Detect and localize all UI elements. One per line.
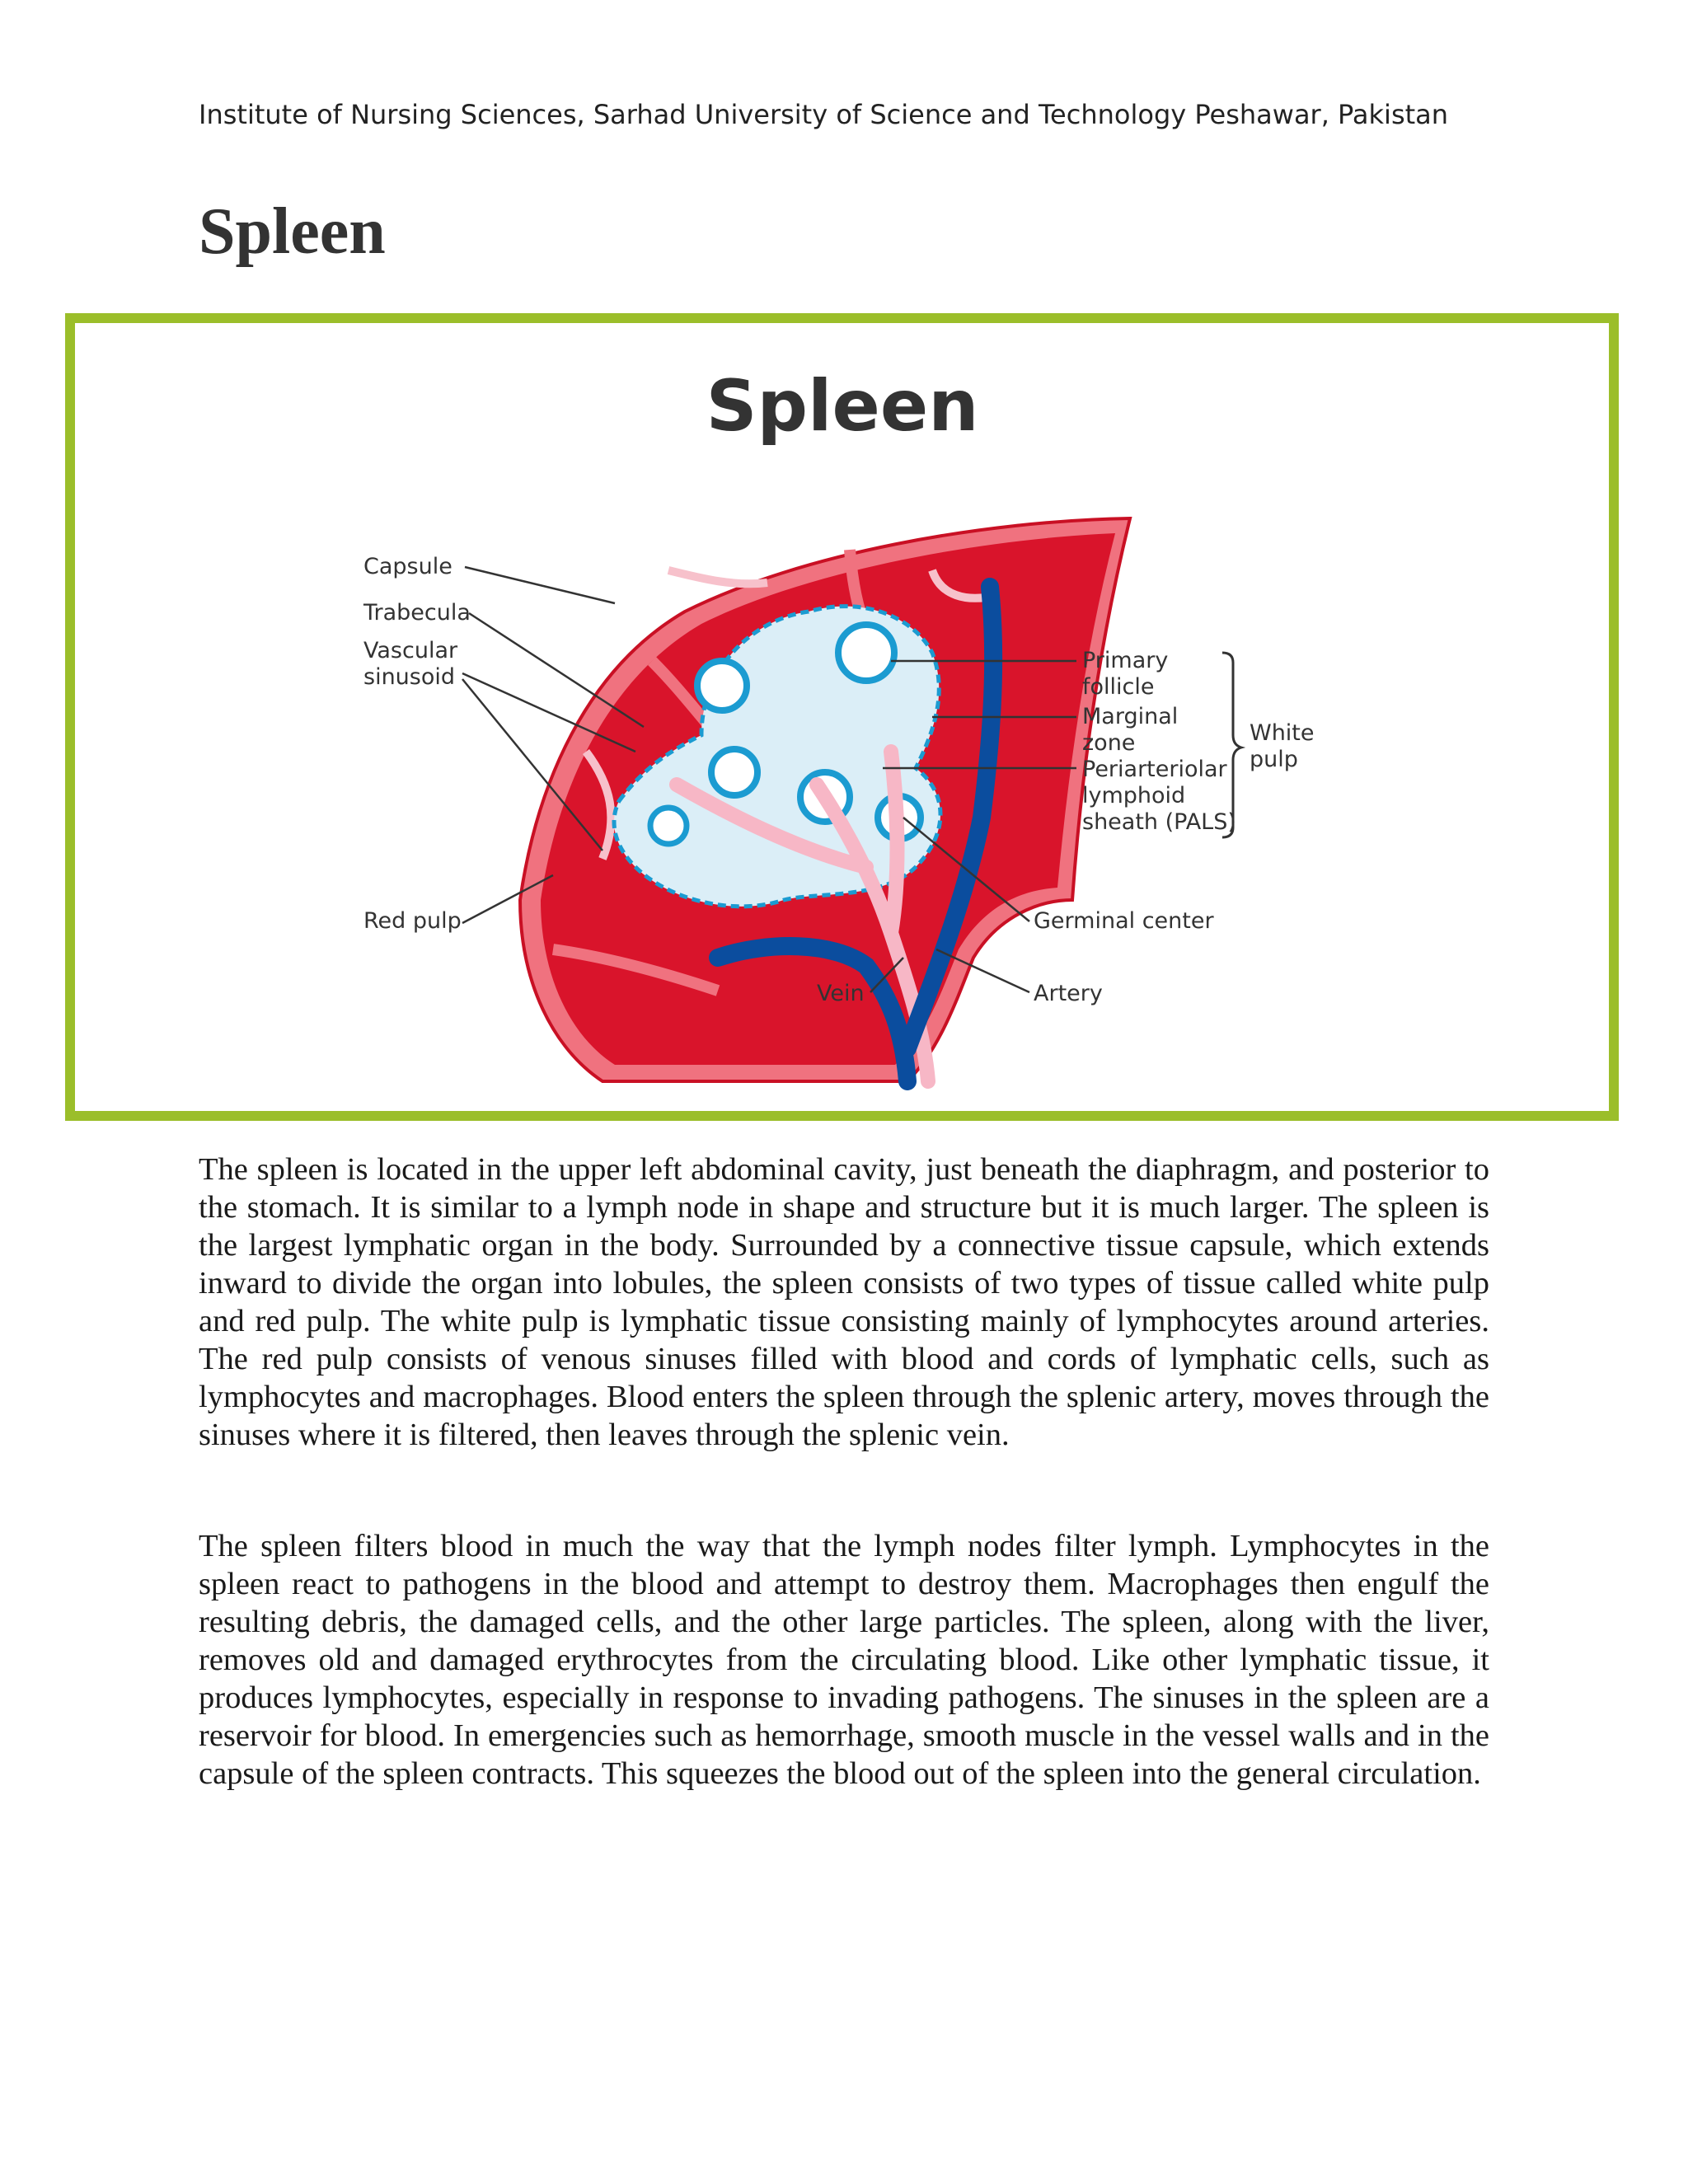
spleen-figure — [65, 313, 1619, 1121]
label-vascular-line2: sinusoid — [363, 664, 456, 690]
label-red-pulp: Red pulp — [363, 908, 462, 934]
leader-capsule — [465, 567, 615, 603]
label-pals-line2: lymphoid — [1082, 783, 1186, 808]
figure-title: Spleen — [706, 365, 979, 448]
label-pals-line1: Periarteriolar — [1082, 757, 1227, 782]
label-artery: Artery — [1034, 981, 1103, 1006]
label-pals-line3: sheath (PALS) — [1082, 809, 1236, 835]
label-trabecula: Trabecula — [363, 600, 471, 626]
spleen-diagram — [75, 323, 1609, 1111]
label-germinal-center: Germinal center — [1034, 908, 1214, 934]
label-capsule: Capsule — [363, 554, 452, 579]
label-primary-line1: Primary — [1082, 648, 1169, 673]
vascular-sinusoid-2 — [668, 570, 767, 583]
label-marginal-line2: zone — [1082, 730, 1136, 756]
institution-header: Institute of Nursing Sciences, Sarhad University of Science and Technology Peshawar, Pakistan — [199, 99, 1449, 130]
paragraph-1: The spleen is located in the upper left abdominal cavity, just beneath the diaphragm, and posterior to the stomach. It is similar to a lymph node in shape and structure but it is much larger. The spleen is the largest lymphatic organ in the body. Surrounded by a connective tissue capsule, which extends inward to divide the organ into lobules, the spleen consists of two types of tissue called white pulp and red pulp. The white pulp is lymphatic tissue consisting mainly of lymphocytes around arteries. The red pulp consists of venous sinuses filled with blood and cords of lymphatic cells, such as lymphocytes and macrophages. Blood enters the spleen through the splenic artery, moves through the sinuses where it is filtered, then leaves through the splenic vein. — [199, 1152, 1489, 1452]
label-primary-line2: follicle — [1082, 674, 1155, 700]
page-title: Spleen — [199, 195, 386, 268]
label-vascular-line1: Vascular — [363, 638, 458, 663]
label-vein: Vein — [817, 981, 865, 1006]
paragraph-2: The spleen filters blood in much the way that the lymph nodes filter lymph. Lymphocytes in the spleen react to pathogens in the blood and attempt to destroy them. Macrophages then engulf the resulting debris, the damaged cells, and the other large particles. The spleen, along with the liver, removes old and damaged erythrocytes from the circulating blood. Like other lymphatic tissue, it produces lymphocytes, especially in response to invading pathogens. The sinuses in the spleen are a reservoir for blood. In emergencies such as hemorrhage, smooth muscle in the vessel walls and in the capsule of the spleen contracts. This squeezes the blood out of the spleen into the general circulation. — [199, 1529, 1489, 1791]
label-white-pulp-line2: pulp — [1250, 747, 1298, 772]
label-white-pulp-line1: White — [1250, 720, 1315, 746]
label-marginal-line1: Marginal — [1082, 704, 1179, 729]
